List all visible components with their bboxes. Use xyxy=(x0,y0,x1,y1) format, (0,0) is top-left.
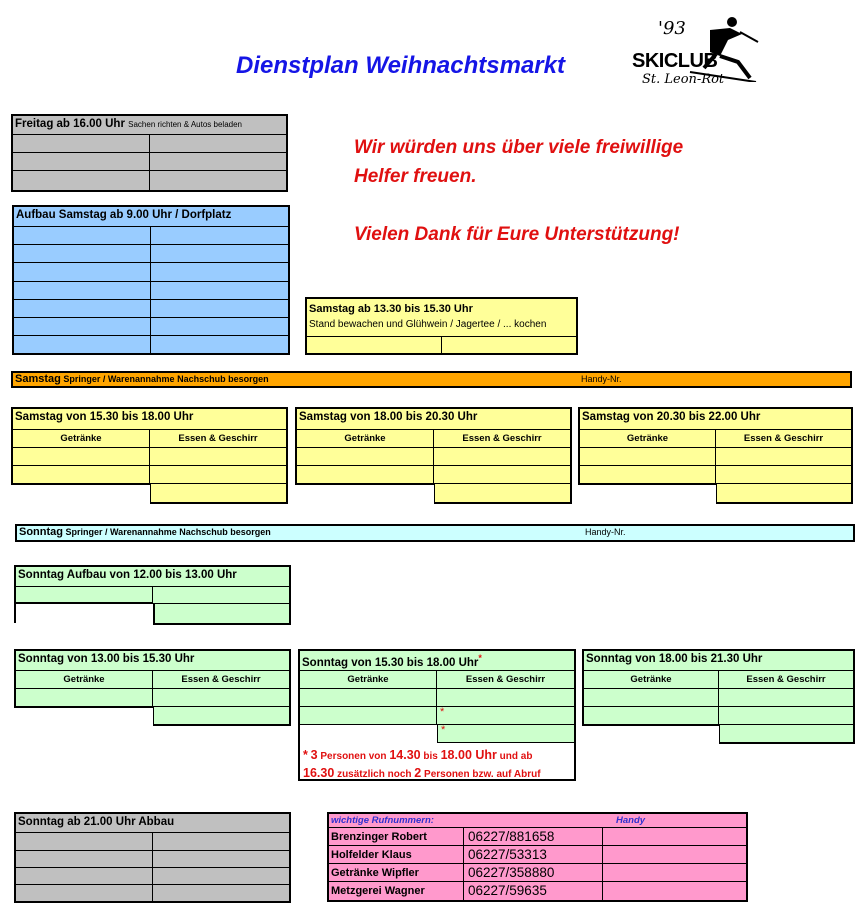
getraenke-slot[interactable] xyxy=(580,448,716,466)
essen-slot[interactable] xyxy=(437,689,574,707)
note-text-4: zusätzlich noch xyxy=(337,769,412,780)
samstag-springer-handy[interactable]: Handy-Nr. xyxy=(581,374,622,384)
empty-area xyxy=(582,725,719,746)
essen-slot[interactable] xyxy=(437,707,574,725)
contact-name: Metzgerei Wagner xyxy=(329,882,464,900)
note-text-1: Personen von xyxy=(320,751,387,762)
aufbau-slot[interactable] xyxy=(16,587,153,604)
note-at: 16.30 xyxy=(303,766,335,780)
essen-slot[interactable] xyxy=(150,466,286,484)
shift-title-row xyxy=(300,651,574,671)
samstag-stand-slot[interactable] xyxy=(307,337,442,353)
contact-name: Holfelder Klaus xyxy=(329,846,464,864)
aufbau-slot[interactable] xyxy=(151,263,288,282)
sonntag-shift-1 xyxy=(14,649,291,726)
samstag-shift-2 xyxy=(295,407,572,504)
note-count-1: 3 xyxy=(310,748,318,762)
note-text-3: und ab xyxy=(499,751,533,762)
empty-area xyxy=(14,707,153,728)
asterisk-mark: * xyxy=(440,706,445,718)
aufbau-slot[interactable] xyxy=(14,263,151,282)
freitag-slot[interactable] xyxy=(13,171,150,190)
freitag-slot[interactable] xyxy=(13,135,150,153)
empty-area xyxy=(295,484,434,506)
aufbau-slot[interactable] xyxy=(14,245,151,263)
contact-name: Brenzinger Robert xyxy=(329,828,464,846)
rufnummern-handy-label: Handy xyxy=(616,815,646,826)
asterisk-mark: * xyxy=(441,724,446,736)
note-text-2: bis xyxy=(423,751,438,762)
sonntag-aufbau-box xyxy=(14,565,291,623)
essen-slot[interactable] xyxy=(153,689,289,707)
freitag-slot[interactable] xyxy=(13,153,150,171)
rufnummern-title: wichtige Rufnummern: xyxy=(331,815,434,826)
essen-slot[interactable] xyxy=(716,484,851,502)
contact-handy[interactable] xyxy=(603,828,746,846)
column-header-getraenke: Getränke xyxy=(16,671,153,689)
column-header-getraenke: Getränke xyxy=(297,430,434,448)
asterisk-mark: * xyxy=(478,653,482,663)
message-line-2: Helfer freuen. xyxy=(354,166,477,187)
essen-slot[interactable] xyxy=(434,448,570,466)
getraenke-slot[interactable] xyxy=(297,466,434,484)
shift-title: Samstag von 15.30 bis 18.00 Uhr xyxy=(13,409,286,430)
sonntag-shift-3 xyxy=(582,649,855,744)
getraenke-slot[interactable] xyxy=(13,466,150,484)
sonntag-abbau-title: Sonntag ab 21.00 Uhr Abbau xyxy=(16,814,289,833)
contact-phone[interactable]: 06227/53313 xyxy=(464,846,603,864)
sonntag-aufbau-title: Sonntag Aufbau von 12.00 bis 13.00 Uhr xyxy=(16,567,291,587)
aufbau-slot[interactable] xyxy=(151,300,288,318)
aufbau-slot[interactable] xyxy=(151,227,288,245)
abbau-slot[interactable] xyxy=(153,851,289,868)
contact-phone[interactable]: 06227/881658 xyxy=(464,828,603,846)
page-title: Dienstplan Weihnachtsmarkt xyxy=(236,52,565,79)
abbau-slot[interactable] xyxy=(16,885,153,901)
note-from: 14.30 xyxy=(389,748,421,762)
logo-year: '93 xyxy=(658,18,686,39)
getraenke-slot[interactable] xyxy=(300,707,437,725)
samstag-springer-text: Springer / Warenannahme Nachschub besorgen xyxy=(63,374,269,384)
getraenke-slot[interactable] xyxy=(297,448,434,466)
logo-place: St. Leon-Rot xyxy=(642,72,725,87)
contact-phone[interactable]: 06227/59635 xyxy=(464,882,603,900)
essen-slot[interactable] xyxy=(153,707,289,724)
shift-title: Samstag von 20.30 bis 22.00 Uhr xyxy=(580,409,851,430)
freitag-box xyxy=(11,114,288,192)
abbau-slot[interactable] xyxy=(153,885,289,901)
abbau-slot[interactable] xyxy=(16,868,153,885)
aufbau-slot[interactable] xyxy=(14,318,151,336)
sonntag-springer-day: Sonntag xyxy=(19,526,63,538)
welcome-message xyxy=(354,133,683,249)
samstag-stand-subtitle: Stand bewachen und Glühwein / Jagertee / ... kochen xyxy=(309,319,547,330)
aufbau-slot[interactable] xyxy=(14,227,151,245)
note-text-5: Personen bzw. auf Abruf xyxy=(424,769,541,780)
column-header-getraenke: Getränke xyxy=(13,430,150,448)
abbau-slot[interactable] xyxy=(16,833,153,851)
freitag-slot[interactable] xyxy=(150,153,287,171)
samstag-shift-3 xyxy=(578,407,853,504)
samstag-stand-slot[interactable] xyxy=(442,337,576,353)
samstag-stand-title: Samstag ab 13.30 bis 15.30 Uhr xyxy=(309,303,473,315)
column-header-essen: Essen & Geschirr xyxy=(434,430,570,448)
shift-title: Sonntag von 13.00 bis 15.30 Uhr xyxy=(16,651,289,671)
samstag-springer-day: Samstag xyxy=(15,373,61,385)
aufbau-samstag-box xyxy=(12,205,290,355)
getraenke-slot[interactable] xyxy=(580,466,716,484)
note-star: * xyxy=(303,748,308,762)
getraenke-slot[interactable] xyxy=(300,689,437,707)
logo-name: SKICLUB xyxy=(632,50,718,72)
freitag-slot[interactable] xyxy=(150,171,287,190)
aufbau-slot[interactable] xyxy=(14,282,151,300)
aufbau-slot[interactable] xyxy=(14,300,151,318)
getraenke-slot[interactable] xyxy=(16,689,153,707)
samstag-springer-bar xyxy=(11,371,852,388)
essen-slot[interactable] xyxy=(716,466,851,484)
message-line-1: Wir würden uns über viele freiwillige xyxy=(354,137,684,158)
sonntag-springer-handy[interactable]: Handy-Nr. xyxy=(585,527,626,537)
rufnummern-header xyxy=(329,814,746,828)
shift-title: Sonntag von 15.30 bis 18.00 Uhr xyxy=(302,656,479,669)
freitag-title: Freitag ab 16.00 Uhr xyxy=(15,118,125,130)
column-header-getraenke: Getränke xyxy=(580,430,716,448)
essen-slot[interactable] xyxy=(719,707,853,725)
contact-name: Getränke Wipfler xyxy=(329,864,464,882)
abbau-slot[interactable] xyxy=(153,868,289,885)
essen-slot[interactable] xyxy=(719,689,853,707)
samstag-stand-header xyxy=(307,299,576,337)
aufbau-samstag-title: Aufbau Samstag ab 9.00 Uhr / Dorfplatz xyxy=(14,207,288,227)
contact-handy[interactable] xyxy=(603,864,746,882)
essen-slot[interactable] xyxy=(716,448,851,466)
contact-handy[interactable] xyxy=(603,882,746,900)
essen-slot[interactable] xyxy=(719,725,853,742)
contact-phone[interactable]: 06227/358880 xyxy=(464,864,603,882)
skiclub-logo xyxy=(630,10,760,90)
essen-slot[interactable] xyxy=(150,448,286,466)
message-line-3: Vielen Dank für Eure Unterstützung! xyxy=(354,224,680,245)
essen-slot[interactable] xyxy=(434,484,570,502)
freitag-header xyxy=(13,116,286,135)
freitag-note: Sachen richten & Autos beladen xyxy=(128,120,242,129)
column-header-essen: Essen & Geschirr xyxy=(153,671,289,689)
sonntag-springer-text: Springer / Warenannahme Nachschub besorgen xyxy=(65,527,271,537)
sonntag-abbau-box xyxy=(14,812,291,903)
column-header-essen: Essen & Geschirr xyxy=(719,671,853,689)
column-header-essen: Essen & Geschirr xyxy=(150,430,286,448)
abbau-slot[interactable] xyxy=(16,851,153,868)
essen-slot[interactable] xyxy=(150,484,286,502)
column-header-getraenke: Getränke xyxy=(300,671,437,689)
abbau-slot[interactable] xyxy=(153,833,289,851)
empty-area xyxy=(11,484,150,506)
getraenke-slot[interactable] xyxy=(584,689,719,707)
essen-slot[interactable] xyxy=(437,725,574,743)
empty-area xyxy=(578,484,716,506)
note-to: 18.00 Uhr xyxy=(440,748,497,762)
column-header-essen: Essen & Geschirr xyxy=(716,430,851,448)
getraenke-slot[interactable] xyxy=(584,707,719,725)
sonntag-shift-2 xyxy=(298,649,576,781)
aufbau-slot[interactable] xyxy=(151,318,288,336)
column-header-essen: Essen & Geschirr xyxy=(437,671,574,689)
aufbau-slot[interactable] xyxy=(14,336,151,353)
aufbau-slot[interactable] xyxy=(153,604,291,625)
shift-title: Sonntag von 18.00 bis 21.30 Uhr xyxy=(584,651,853,671)
shift-note xyxy=(300,743,574,787)
samstag-shift-1 xyxy=(11,407,288,504)
getraenke-slot[interactable] xyxy=(13,448,150,466)
essen-slot[interactable] xyxy=(434,466,570,484)
column-header-getraenke: Getränke xyxy=(584,671,719,689)
samstag-stand-box xyxy=(305,297,578,355)
note-count-2: 2 xyxy=(414,766,422,780)
sonntag-springer-bar xyxy=(15,524,855,542)
aufbau-slot[interactable] xyxy=(151,282,288,300)
aufbau-slot[interactable] xyxy=(153,587,291,604)
shift-title: Samstag von 18.00 bis 20.30 Uhr xyxy=(297,409,570,430)
freitag-slot[interactable] xyxy=(150,135,287,153)
rufnummern-box xyxy=(327,812,748,902)
contact-handy[interactable] xyxy=(603,846,746,864)
aufbau-slot[interactable] xyxy=(151,336,288,353)
aufbau-slot[interactable] xyxy=(151,245,288,263)
